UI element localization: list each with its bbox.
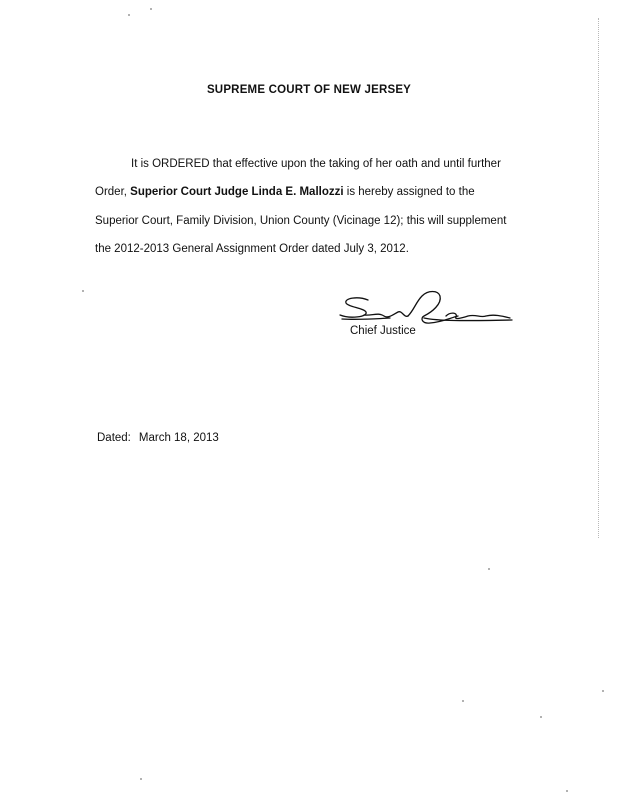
scan-speck bbox=[540, 716, 542, 718]
order-line-2-suffix: is hereby assigned to the bbox=[343, 186, 475, 199]
order-line-2 bbox=[95, 178, 535, 206]
order-line-1: It is ORDERED that effective upon the taking of her oath and until further bbox=[131, 158, 501, 170]
scan-speck bbox=[488, 568, 490, 570]
date-label: Dated: bbox=[97, 432, 131, 444]
scan-speck bbox=[150, 8, 152, 10]
scan-speck bbox=[602, 690, 604, 692]
signatory-title: Chief Justice bbox=[350, 325, 416, 337]
scan-speck bbox=[462, 700, 464, 702]
order-paragraph bbox=[95, 150, 535, 263]
handwritten-signature bbox=[338, 288, 514, 330]
scan-speck bbox=[82, 290, 84, 292]
court-heading: SUPREME COURT OF NEW JERSEY bbox=[206, 84, 412, 96]
scan-edge-line bbox=[598, 18, 600, 538]
order-line-2-prefix: Order, bbox=[95, 186, 131, 199]
judge-name: Superior Court Judge Linda E. Mallozzi bbox=[130, 186, 344, 199]
scan-speck bbox=[128, 14, 130, 16]
date-value: March 18, 2013 bbox=[138, 432, 219, 444]
order-line-3: Superior Court, Family Division, Union County (Vicinage 12); this will supplement bbox=[95, 214, 507, 227]
scan-speck bbox=[566, 790, 568, 792]
scan-speck bbox=[140, 778, 142, 780]
order-line-4: the 2012-2013 General Assignment Order dated July 3, 2012. bbox=[95, 242, 409, 255]
date-line bbox=[97, 432, 219, 444]
